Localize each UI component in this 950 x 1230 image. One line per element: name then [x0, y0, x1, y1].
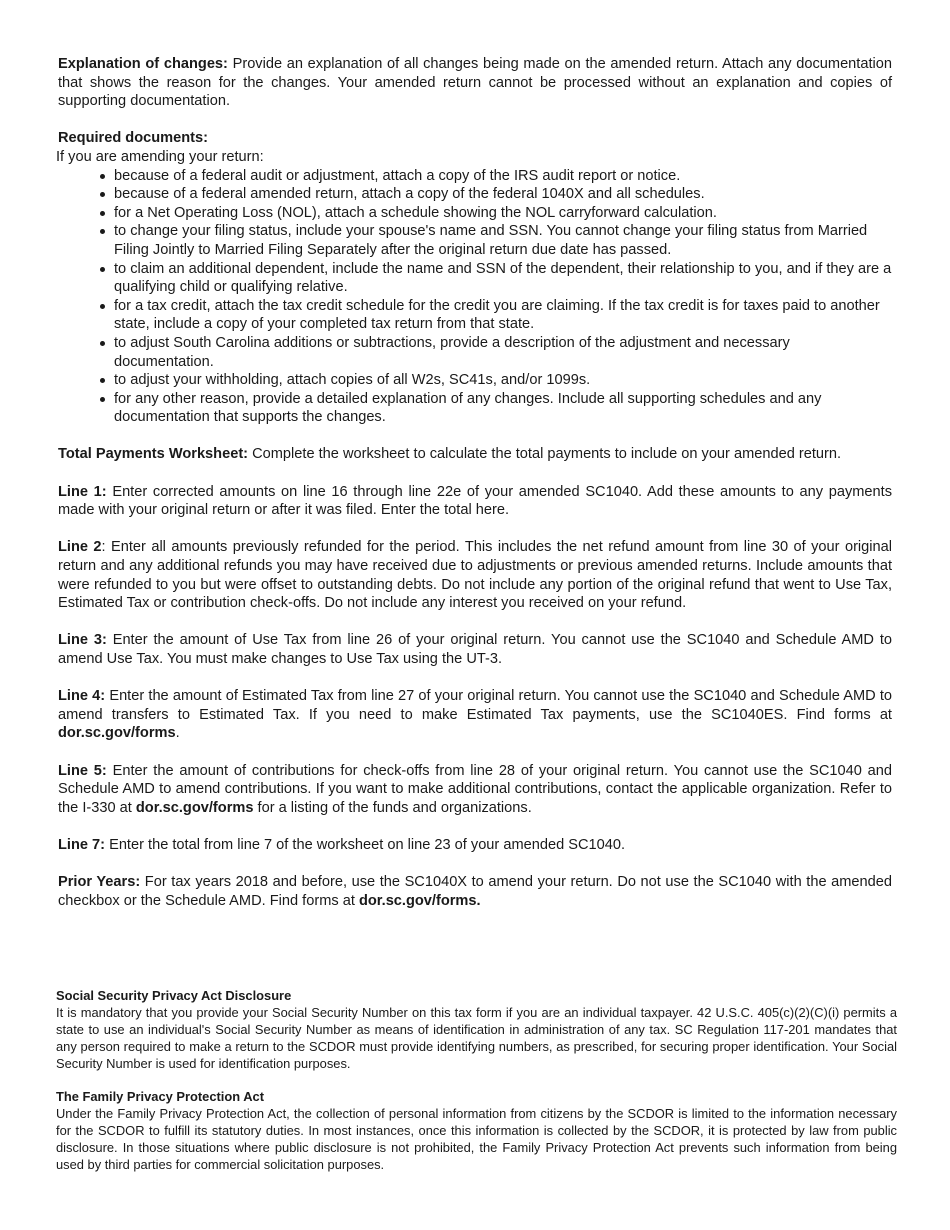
explanation-text: Provide an explanation of all changes being made on the amended return. Attach any documentation that shows the reason for the changes. Your amended return cannot be processed without an explanation and copies of supporting documentation.: [58, 56, 892, 110]
forms-link[interactable]: dor.sc.gov/forms.: [358, 892, 481, 909]
list-item: to claim an additional dependent, include the name and SSN of the dependent, their relationship to you, and if they are a qualifying child or qualifying relative.: [114, 260, 892, 296]
line2-heading: Line 2: [58, 539, 102, 556]
list-item: for any other reason, provide a detailed explanation of any changes. Include all supporting schedules and any documentation that supports the changes.: [114, 390, 892, 427]
line2-text: : Enter all amounts previously refunded for the period. This includes the net refund amount from line 30 of your original return and any additional refunds you may have received due to adjustments or previous amended returns. Include amounts that were refunded to you but were offset to outstanding debts. Do not include any portion of the original refund that went to Use Tax, Estimated Tax or contribution check-offs. Do not include any interest you received on your refund.: [58, 539, 892, 612]
ssn-disclosure-text: It is mandatory that you provide your Social Security Number on this tax form if you are an individual taxpayer. 42 U.S.C. 405(c)(2)(C)(i) permits a state to use an individual's Social Security Number as means of identification in administration of any tax. SC Regulation 117-201 mandates that any person required to make a return to the SCDOR must provide identifying numbers, as prescribed, for securing proper identification. Your Social Security Number is used for identification purposes.: [56, 1004, 897, 1071]
line1-text: Enter corrected amounts on line 16 through line 22e of your amended SC1040. Add these amounts to any payments made with your original return or after it was filed. Enter the total here.: [58, 483, 892, 519]
line5-text: Enter the amount of contributions for check-offs from line 28 of your original return. You cannot use the SC1040 and Schedule AMD to amend contributions. If you want to make additional contributions, contact the applicable organization. Refer to the I-330 at: [58, 762, 893, 816]
family-privacy-heading: The Family Privacy Protection Act: [56, 1089, 264, 1105]
list-item: for a Net Operating Loss (NOL), attach a schedule showing the NOL carryforward calculation.: [114, 204, 892, 223]
prior-years-text: For tax years 2018 and before, use the SC1040X to amend your return. Do not use the SC1040 with the amended checkbox or the Schedule AMD. Find forms at: [58, 874, 892, 909]
line1-heading: Line 1:: [58, 483, 107, 500]
line2-paragraph: [58, 538, 892, 612]
list-item: because of a federal amended return, attach a copy of the federal 1040X and all schedules.: [114, 185, 892, 204]
forms-link[interactable]: dor.sc.gov/forms: [135, 799, 254, 816]
worksheet-heading: Total Payments Worksheet:: [58, 446, 249, 463]
line7-paragraph: [58, 836, 892, 855]
line7-text: Enter the total from line 7 of the worksheet on line 23 of your amended SC1040.: [105, 836, 626, 853]
list-item: because of a federal audit or adjustment, attach a copy of the IRS audit report or notice.: [114, 167, 892, 186]
line3-text: Enter the amount of Use Tax from line 26 of your original return. You cannot use the SC1040 and Schedule AMD to amend Use Tax. You must make changes to Use Tax using the UT-3.: [58, 632, 892, 667]
explanation-heading: Explanation of changes:: [58, 56, 228, 72]
required-documents-list: [58, 167, 892, 427]
explanation-paragraph: [58, 55, 892, 111]
list-item: to adjust South Carolina additions or subtractions, provide a description of the adjustment and necessary documentation.: [114, 334, 892, 371]
prior-years-paragraph: [58, 873, 892, 910]
line7-heading: Line 7:: [58, 836, 106, 853]
required-documents-intro: If you are amending your return:: [56, 148, 264, 165]
disclosures-section: [56, 988, 897, 1191]
line5-end: for a listing of the funds and organizations.: [253, 799, 532, 816]
worksheet-paragraph: [58, 445, 892, 464]
line4-end: .: [175, 725, 180, 742]
worksheet-text: Complete the worksheet to calculate the total payments to include on your amended return.: [248, 446, 842, 463]
instructions-page: [58, 55, 892, 929]
required-documents-heading: Required documents:: [58, 130, 209, 147]
line5-heading: Line 5:: [58, 762, 107, 779]
ssn-disclosure-heading: Social Security Privacy Act Disclosure: [56, 988, 292, 1003]
line5-paragraph: [58, 762, 892, 818]
forms-link[interactable]: dor.sc.gov/forms: [58, 725, 176, 742]
line3-paragraph: [58, 631, 892, 668]
prior-years-heading: Prior Years:: [58, 874, 141, 891]
list-item: for a tax credit, attach the tax credit schedule for the credit you are claiming. If the tax credit is for taxes paid to another state, include a copy of your completed tax return from that state.: [114, 297, 892, 334]
line1-paragraph: [58, 483, 892, 520]
line3-heading: Line 3:: [58, 632, 107, 649]
list-item: to adjust your withholding, attach copies of all W2s, SC41s, and/or 1099s.: [114, 371, 892, 390]
line4-heading: Line 4:: [58, 688, 106, 705]
list-item: to change your filing status, include your spouse's name and SSN. You cannot change your filing status from Married Filing Jointly to Married Filing Separately after the original return due date has passed.: [114, 222, 892, 259]
line4-paragraph: [58, 687, 892, 743]
required-documents-section: [58, 129, 892, 427]
line4-text: Enter the amount of Estimated Tax from line 27 of your original return. You cannot use the SC1040 and Schedule AMD to amend transfers to Estimated Tax. If you need to make Estimated Tax payments, use the SC1040ES. Find forms at: [58, 688, 892, 723]
family-privacy-text: Under the Family Privacy Protection Act, the collection of personal information from citizens by the SCDOR is limited to the information necessary for the SCDOR to fulfill its statutory duties. In most instances, once this information is collected by the SCDOR, it is protected by law from public disclosure. In those situations where public disclosure is not prohibited, the Family Privacy Protection Act prevents such information from being used by third parties for commercial solicitation purposes.: [56, 1106, 897, 1173]
